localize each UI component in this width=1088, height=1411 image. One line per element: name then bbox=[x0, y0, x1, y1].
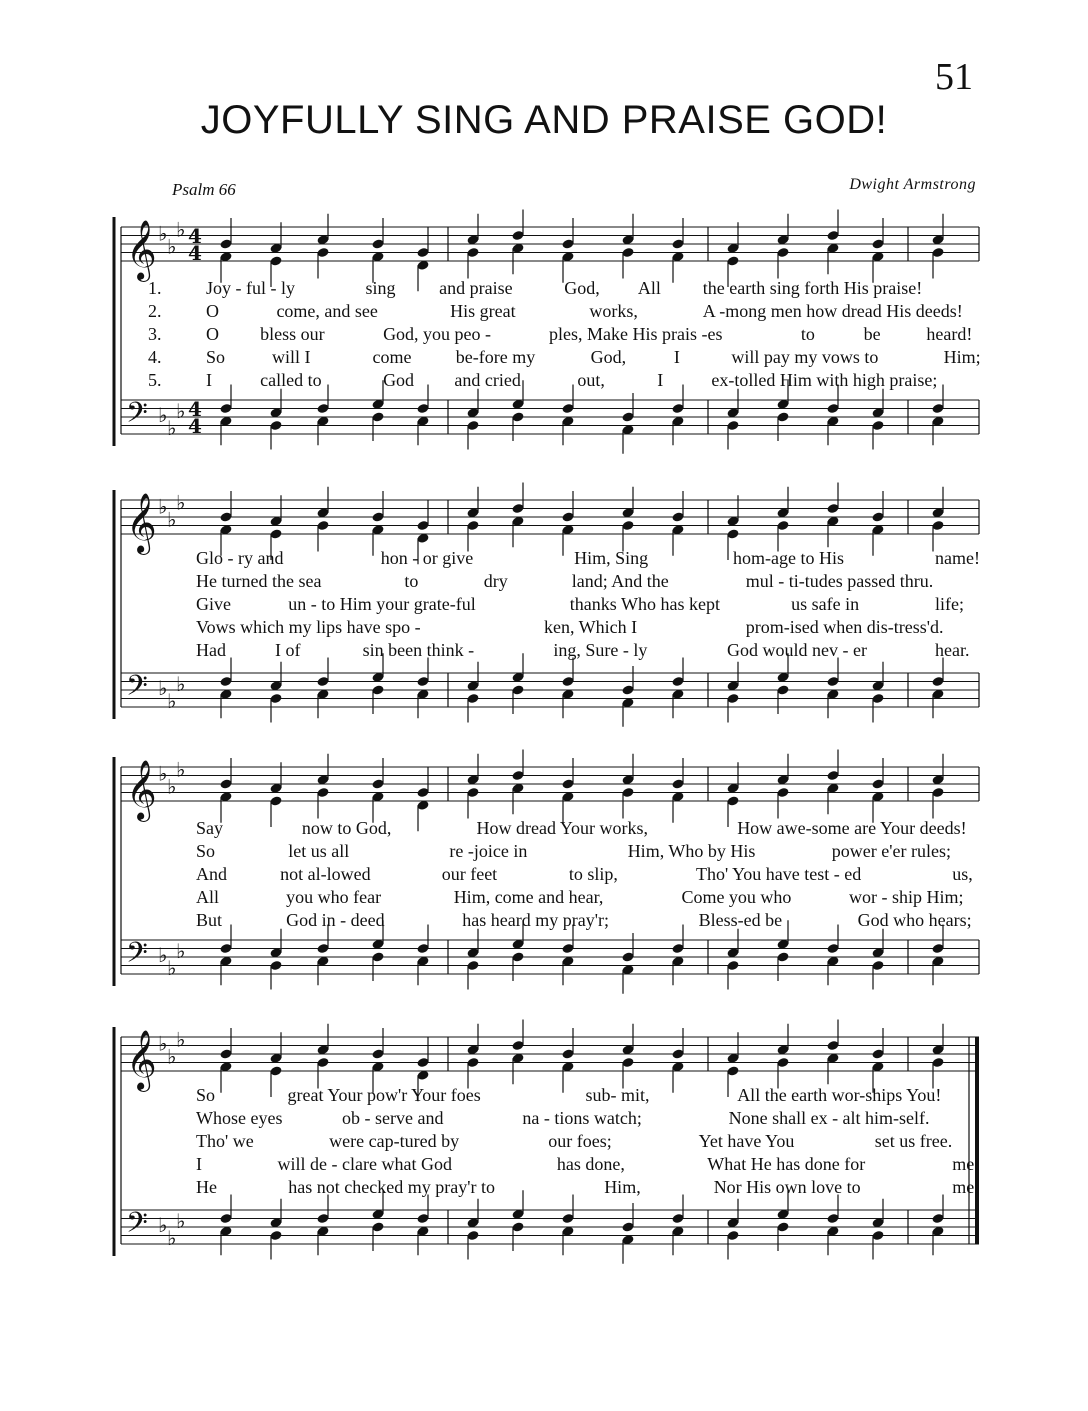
lyric-syllable: He bbox=[196, 1177, 217, 1197]
lyric-syllable: God who hears; bbox=[857, 910, 972, 930]
lyric-syllable: called to bbox=[260, 370, 322, 390]
lyric-syllable: ples, Make His prais -es bbox=[549, 324, 723, 344]
lyric-syllable: us safe in bbox=[791, 594, 860, 614]
lyrics-block bbox=[108, 278, 983, 393]
lyric-syllable: God, bbox=[590, 347, 627, 367]
lyric-syllable: and praise bbox=[439, 278, 513, 298]
flat-icon: ♭ bbox=[158, 403, 168, 427]
lyric-syllable: un - to Him your grate-ful bbox=[288, 594, 476, 614]
time-signature: 4 bbox=[188, 414, 202, 438]
treble-clef-icon: 𝄞 bbox=[126, 760, 157, 820]
lyric-syllable: ing, Sure - ly bbox=[553, 640, 648, 660]
lyric-syllable: dry bbox=[483, 571, 508, 591]
lyric-line bbox=[108, 1131, 983, 1154]
lyric-syllable: Yet have You bbox=[698, 1131, 795, 1151]
verse-number: 5. bbox=[148, 370, 162, 390]
lyric-line bbox=[108, 1154, 983, 1177]
verse-number: 3. bbox=[148, 324, 162, 344]
lyric-syllable: now to God, bbox=[301, 818, 392, 838]
lyric-line bbox=[108, 1085, 983, 1108]
lyric-syllable: to bbox=[404, 571, 419, 591]
lyric-syllable: All bbox=[637, 278, 661, 298]
lyric-syllable: you who fear bbox=[286, 887, 382, 907]
lyric-syllable: out, bbox=[577, 370, 605, 390]
lyric-syllable: God in - deed bbox=[286, 910, 385, 930]
lyrics-block bbox=[108, 818, 983, 933]
lyric-syllable: All the earth wor-ships You! bbox=[737, 1085, 942, 1105]
lyric-syllable: None shall ex - alt him-self. bbox=[728, 1108, 930, 1128]
lyric-syllable: has not checked my pray'r to bbox=[288, 1177, 495, 1197]
lyric-syllable: He turned the sea bbox=[196, 571, 322, 591]
lyric-syllable: come bbox=[372, 347, 412, 367]
lyric-syllable: God, you peo - bbox=[383, 324, 492, 344]
lyric-syllable: set us free. bbox=[874, 1131, 953, 1151]
lyric-syllable: sub- mit, bbox=[585, 1085, 650, 1105]
flat-icon: ♭ bbox=[167, 688, 177, 713]
lyric-line bbox=[108, 910, 983, 933]
lyric-syllable: has heard my pray'r; bbox=[462, 910, 609, 930]
verse-number: 4. bbox=[148, 347, 162, 367]
lyric-syllable: na - tions watch; bbox=[522, 1108, 642, 1128]
lyric-syllable: I bbox=[196, 1154, 202, 1174]
flat-icon: ♭ bbox=[176, 757, 186, 782]
lyric-syllable: I of bbox=[275, 640, 301, 660]
lyric-syllable: And bbox=[196, 864, 227, 884]
lyric-line bbox=[108, 301, 983, 324]
lyric-syllable: A -mong men how dread His deeds! bbox=[702, 301, 963, 321]
lyric-syllable: the earth sing forth His praise! bbox=[702, 278, 923, 298]
music-system-2 bbox=[108, 478, 983, 736]
lyric-line bbox=[108, 864, 983, 887]
lyric-syllable: ex-tolled Him with high praise; bbox=[711, 370, 938, 390]
lyric-syllable: our foes; bbox=[548, 1131, 612, 1151]
lyric-syllable: ob - serve and bbox=[342, 1108, 444, 1128]
lyric-syllable: me! bbox=[952, 1154, 981, 1174]
verse-number: 2. bbox=[148, 301, 162, 321]
lyric-syllable: Come you who bbox=[681, 887, 792, 907]
lyric-syllable: Bless-ed be bbox=[698, 910, 783, 930]
lyric-syllable: His great bbox=[450, 301, 516, 321]
treble-clef-icon: 𝄞 bbox=[126, 1030, 157, 1090]
lyric-line bbox=[108, 818, 983, 841]
page-number: 51 bbox=[935, 56, 973, 98]
lyric-syllable: hear. bbox=[935, 640, 970, 660]
lyric-syllable: works, bbox=[589, 301, 638, 321]
lyric-syllable: will de - clare what God bbox=[277, 1154, 452, 1174]
lyric-line bbox=[108, 324, 983, 347]
lyric-syllable: me. bbox=[952, 1177, 979, 1197]
lyric-syllable: life; bbox=[935, 594, 964, 614]
lyric-syllable: What He has done for bbox=[707, 1154, 866, 1174]
lyric-syllable: Whose eyes bbox=[196, 1108, 283, 1128]
lyric-syllable: be-fore my bbox=[455, 347, 536, 367]
lyric-syllable: So bbox=[206, 347, 226, 367]
lyric-syllable: ken, Which I bbox=[544, 617, 638, 637]
bass-clef-icon: 𝄢 bbox=[126, 669, 148, 710]
lyric-line bbox=[108, 1177, 983, 1200]
lyric-syllable: not al-lowed bbox=[280, 864, 371, 884]
lyric-syllable: will pay my vows to bbox=[731, 347, 879, 367]
flat-icon: ♭ bbox=[158, 761, 168, 786]
lyric-syllable: So bbox=[196, 1085, 216, 1105]
lyric-syllable: I bbox=[673, 347, 680, 367]
lyric-syllable: How dread Your works, bbox=[476, 818, 649, 838]
lyric-line bbox=[108, 887, 983, 910]
lyric-syllable: Glo - ry and bbox=[196, 548, 284, 568]
flat-icon: ♭ bbox=[167, 1225, 177, 1250]
flat-icon: ♭ bbox=[158, 221, 168, 246]
flat-icon: ♭ bbox=[176, 1208, 186, 1233]
flat-icon: ♭ bbox=[167, 1044, 177, 1069]
lyric-syllable: us, bbox=[952, 864, 973, 884]
lyric-syllable: How awe-some are Your deeds! bbox=[737, 818, 967, 838]
flat-icon: ♭ bbox=[176, 490, 186, 515]
lyric-syllable: God, bbox=[564, 278, 600, 298]
lyric-syllable: Had bbox=[196, 640, 226, 660]
lyric-syllable: were cap-tured by bbox=[329, 1131, 460, 1151]
bass-clef-icon: 𝄢 bbox=[126, 396, 148, 437]
lyric-line bbox=[108, 347, 983, 370]
lyric-line bbox=[108, 640, 983, 663]
lyric-syllable: to slip, bbox=[568, 864, 618, 884]
verse-number: 1. bbox=[148, 278, 162, 298]
lyric-syllable: power e'er rules; bbox=[831, 841, 951, 861]
time-signature: 4 bbox=[188, 224, 202, 248]
flat-icon: ♭ bbox=[158, 494, 168, 519]
lyric-syllable: Him; bbox=[943, 347, 981, 367]
lyric-syllable: hon - or give bbox=[380, 548, 474, 568]
flat-icon: ♭ bbox=[167, 507, 177, 532]
lyric-syllable: re -joice in bbox=[449, 841, 528, 861]
time-signature: 4 bbox=[188, 397, 202, 421]
lyric-line bbox=[108, 571, 983, 594]
lyric-syllable: Tho' You have test - ed bbox=[696, 864, 862, 884]
flat-icon: ♭ bbox=[158, 1213, 168, 1237]
lyric-syllable: Vows which my lips have spo - bbox=[196, 617, 421, 637]
lyric-line bbox=[108, 548, 983, 571]
lyric-syllable: wor - ship Him; bbox=[849, 887, 964, 907]
lyric-syllable: Tho' we bbox=[196, 1131, 254, 1151]
lyric-syllable: Him, Who by His bbox=[627, 841, 756, 861]
lyric-syllable: our feet bbox=[441, 864, 498, 884]
lyric-syllable: thanks Who has kept bbox=[569, 594, 720, 614]
lyric-syllable: Give bbox=[196, 594, 231, 614]
lyric-syllable: name! bbox=[935, 548, 980, 568]
flat-icon: ♭ bbox=[176, 671, 186, 696]
lyric-syllable: great Your pow'r Your foes bbox=[287, 1085, 481, 1105]
lyric-syllable: All bbox=[196, 887, 220, 907]
lyric-syllable: mul - ti-tudes passed thru. bbox=[745, 571, 934, 591]
bass-clef-icon: 𝄢 bbox=[126, 1206, 148, 1247]
lyric-syllable: So bbox=[196, 841, 216, 861]
lyric-line bbox=[108, 841, 983, 864]
lyric-syllable: O bbox=[206, 324, 219, 344]
lyrics-block bbox=[108, 548, 983, 663]
lyric-syllable: let us all bbox=[288, 841, 350, 861]
lyric-line bbox=[108, 278, 983, 301]
lyric-syllable: hom-age to His bbox=[733, 548, 845, 568]
lyric-syllable: to bbox=[800, 324, 815, 344]
lyrics-block bbox=[108, 1085, 983, 1200]
lyric-syllable: be bbox=[863, 324, 881, 344]
flat-icon: ♭ bbox=[158, 676, 168, 700]
lyric-line bbox=[108, 1108, 983, 1131]
flat-icon: ♭ bbox=[176, 398, 186, 423]
time-signature: 4 bbox=[188, 241, 202, 265]
flat-icon: ♭ bbox=[167, 234, 177, 259]
flat-icon: ♭ bbox=[167, 774, 177, 799]
lyric-syllable: I bbox=[657, 370, 664, 390]
lyric-line bbox=[108, 370, 983, 393]
lyric-syllable: Joy - ful - ly bbox=[206, 278, 295, 298]
flat-icon: ♭ bbox=[176, 217, 186, 242]
lyric-syllable: sing bbox=[365, 278, 396, 298]
lyric-syllable: bless our bbox=[260, 324, 325, 344]
flat-icon: ♭ bbox=[176, 938, 186, 963]
lyric-line bbox=[108, 594, 983, 617]
flat-icon: ♭ bbox=[176, 1027, 186, 1052]
bass-clef-icon: 𝄢 bbox=[126, 936, 148, 977]
lyric-syllable: Nor His own love to bbox=[713, 1177, 861, 1197]
flat-icon: ♭ bbox=[158, 943, 168, 967]
lyric-syllable: Him, Sing bbox=[574, 548, 649, 568]
lyric-syllable: and cried bbox=[454, 370, 521, 390]
lyric-syllable: But bbox=[196, 910, 223, 930]
lyric-syllable: come, and see bbox=[276, 301, 378, 321]
lyric-syllable: O bbox=[206, 301, 219, 321]
music-system-4 bbox=[108, 1015, 983, 1287]
lyric-syllable: heard! bbox=[926, 324, 973, 344]
treble-clef-icon: 𝄞 bbox=[126, 220, 157, 280]
lyric-syllable: Him, bbox=[604, 1177, 641, 1197]
flat-icon: ♭ bbox=[167, 955, 177, 980]
music-system-1 bbox=[108, 205, 983, 470]
flat-icon: ♭ bbox=[167, 415, 177, 440]
lyric-syllable: I bbox=[206, 370, 212, 390]
lyric-line bbox=[108, 617, 983, 640]
lyric-syllable: Say bbox=[196, 818, 223, 838]
treble-clef-icon: 𝄞 bbox=[126, 493, 157, 553]
music-system-3 bbox=[108, 745, 983, 1010]
flat-icon: ♭ bbox=[158, 1031, 168, 1056]
lyric-syllable: sin been think - bbox=[362, 640, 475, 660]
lyric-syllable: God bbox=[383, 370, 415, 390]
page-title: JOYFULLY SING AND PRAISE GOD! bbox=[200, 98, 888, 142]
lyric-syllable: Him, come and hear, bbox=[453, 887, 604, 907]
composer-credit: Dwight Armstrong bbox=[849, 176, 976, 193]
scripture-source: Psalm 66 bbox=[172, 180, 236, 199]
lyric-syllable: has done, bbox=[556, 1154, 625, 1174]
lyric-syllable: prom-ised when dis-tress'd. bbox=[745, 617, 944, 637]
lyric-syllable: land; And the bbox=[571, 571, 669, 591]
lyric-syllable: God would nev - er bbox=[727, 640, 867, 660]
lyric-syllable: will I bbox=[272, 347, 311, 367]
